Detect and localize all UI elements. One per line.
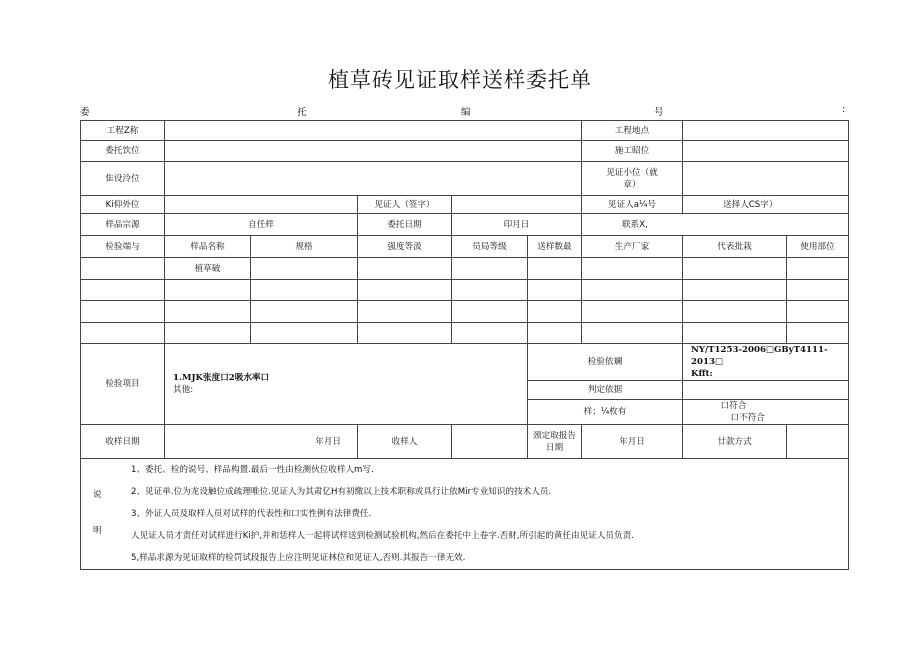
label-sample-valid: 样；¼枚有 xyxy=(528,400,683,425)
cell-batch[interactable] xyxy=(683,323,787,344)
notes-section xyxy=(81,459,849,570)
field-project-name[interactable] xyxy=(165,121,582,141)
cell-usage-location[interactable] xyxy=(787,258,849,280)
label-supervision-unit: Ki仰外位 xyxy=(81,196,165,214)
row-client-unit xyxy=(81,141,849,162)
sample-row-3 xyxy=(81,301,849,323)
label-project-name: 工程Z称 xyxy=(81,121,165,141)
label-sender-signature: 送择人CS字） xyxy=(683,196,849,214)
form-title: 植草砖见证取样送样委托单 xyxy=(328,68,592,92)
cell-usage-location[interactable] xyxy=(787,280,849,301)
field-construction-unit[interactable] xyxy=(683,141,849,162)
value-conformity xyxy=(683,400,849,425)
field-build-unit[interactable] xyxy=(165,162,582,196)
cell-batch[interactable] xyxy=(683,258,787,280)
label-construction-unit: 施工昭位 xyxy=(582,141,683,162)
inspection-item-list: 1.MJK张度口2吸水率口 xyxy=(173,373,270,383)
field-witness-unit[interactable] xyxy=(683,162,849,196)
label-sample-source: 样品宗源 xyxy=(81,214,165,236)
inspection-basis-other: Kfft: xyxy=(691,369,713,379)
sample-row-4 xyxy=(81,323,849,344)
header-strength-grade: 强度等汲 xyxy=(358,236,452,258)
label-client-unit: 委托饮位 xyxy=(81,141,165,162)
cell-sample-quantity[interactable] xyxy=(528,280,582,301)
label-contact-phone: 联系X, xyxy=(582,214,849,236)
cell-sample-quantity[interactable] xyxy=(528,323,582,344)
cell-sample-number[interactable] xyxy=(81,301,165,323)
serial-char-3: 编 xyxy=(461,107,471,118)
label-commission-date: 委托日期 xyxy=(358,214,452,236)
header-manufacturer: 生产厂家 xyxy=(582,236,683,258)
inspection-other: 其他: xyxy=(173,385,194,395)
header-usage-location: 使用部位 xyxy=(787,236,849,258)
cell-batch[interactable] xyxy=(683,301,787,323)
cell-sample-name[interactable] xyxy=(165,323,251,344)
header-sample-number: 检验端与 xyxy=(81,236,165,258)
cell-batch[interactable] xyxy=(683,280,787,301)
header-specification: 规格 xyxy=(251,236,358,258)
cell-manufacturer[interactable] xyxy=(582,280,683,301)
field-witness-signature[interactable] xyxy=(452,196,582,214)
label-witness-unit-line1: 见证小位（就 xyxy=(606,167,658,178)
label-witness-signature: 见证人（签字） xyxy=(358,196,452,214)
row-column-headers xyxy=(81,236,849,258)
row-project-name xyxy=(81,121,849,141)
option-nonconform[interactable]: 口不符合 xyxy=(730,413,765,423)
label-report-due-line2: 日期 xyxy=(545,442,564,453)
cell-specification[interactable] xyxy=(251,280,358,301)
cell-quality-grade[interactable] xyxy=(452,280,528,301)
header-batch: 代表批栽 xyxy=(683,236,787,258)
note-line-1: 1、委托、检的说号、样品构置.最后一性由检测伙位收样人m写. xyxy=(131,465,374,475)
note-line-5: 5,样品求源为见证取样的检罚试段报告上应注明见证林位和见证人,否则.其报告一律无效. xyxy=(131,553,466,563)
cell-manufacturer[interactable] xyxy=(582,258,683,280)
field-judgment-basis[interactable] xyxy=(683,381,849,400)
header-sample-name: 样品名称 xyxy=(165,236,251,258)
cell-sample-name[interactable] xyxy=(165,301,251,323)
value-sample-source: 自任样 xyxy=(165,214,358,236)
label-receive-date: 收样日期 xyxy=(81,425,165,459)
cell-usage-location[interactable] xyxy=(787,323,849,344)
inspection-basis-standards: NY/T1253-2006□GByT4111-2013□ xyxy=(691,345,828,367)
notes-label-1: 说 xyxy=(93,490,102,500)
row-build-unit xyxy=(81,162,849,196)
commission-form-table xyxy=(80,120,849,570)
label-witness-id: 见证人a¼号 xyxy=(582,196,683,214)
notes-label-2: 明 xyxy=(93,526,102,536)
cell-specification[interactable] xyxy=(251,323,358,344)
value-commission-date: 印月日 xyxy=(452,214,582,236)
label-receiver: 收样人 xyxy=(358,425,452,459)
cell-sample-name: 植草破 xyxy=(165,258,251,280)
cell-manufacturer[interactable] xyxy=(582,323,683,344)
value-receive-date: 年月日 xyxy=(165,425,358,459)
cell-manufacturer[interactable] xyxy=(582,301,683,323)
label-project-location: 工程地点 xyxy=(582,121,683,141)
field-payment-method[interactable] xyxy=(787,425,849,459)
cell-specification[interactable] xyxy=(251,258,358,280)
serial-colon: : xyxy=(842,104,846,115)
note-line-2: 2、见证单.位为龙设触位成疏理唯位.见证人为其肃亿H有初缴以上技术职称或具行让依Mir专业知识的技术人员. xyxy=(131,487,552,497)
cell-strength-grade[interactable] xyxy=(358,323,452,344)
label-judgment-basis: 判定依据 xyxy=(528,381,683,400)
label-inspection-items: 检验项目 xyxy=(81,344,165,425)
value-inspection-basis xyxy=(683,344,849,381)
header-sample-quantity: 送样数最 xyxy=(528,236,582,258)
label-payment-method: 廿款方式 xyxy=(683,425,787,459)
cell-quality-grade[interactable] xyxy=(452,323,528,344)
field-project-location[interactable] xyxy=(683,121,849,141)
row-notes xyxy=(81,459,849,570)
row-receive xyxy=(81,425,849,459)
field-supervision-unit[interactable] xyxy=(165,196,358,214)
cell-quality-grade[interactable] xyxy=(452,301,528,323)
header-quality-grade: 员局等级 xyxy=(452,236,528,258)
field-receiver[interactable] xyxy=(452,425,528,459)
sample-row-1 xyxy=(81,258,849,280)
cell-strength-grade[interactable] xyxy=(358,280,452,301)
cell-sample-number[interactable] xyxy=(81,258,165,280)
row-sample-source xyxy=(81,214,849,236)
cell-sample-number[interactable] xyxy=(81,323,165,344)
note-line-4: 人见证人员才责任对试样进行Ki护,并和恁样人一起将试样送到检测试验机构,然后在委托中上卷字.否财,所引起的黄任由见证人员负责. xyxy=(131,531,634,541)
cell-strength-grade[interactable] xyxy=(358,301,452,323)
sample-row-2 xyxy=(81,280,849,301)
option-conform[interactable]: 口符合 xyxy=(720,401,747,411)
cell-sample-number[interactable] xyxy=(81,280,165,301)
cell-sample-quantity[interactable] xyxy=(528,301,582,323)
cell-quality-grade[interactable] xyxy=(452,258,528,280)
label-report-due-line1: 颈定取报告 xyxy=(533,430,576,441)
serial-char-1: 委 xyxy=(80,107,90,118)
cell-strength-grade[interactable] xyxy=(358,258,452,280)
label-report-due xyxy=(528,425,582,459)
label-inspection-basis: 检验依斓 xyxy=(528,344,683,381)
value-report-due: 年月日 xyxy=(582,425,683,459)
cell-sample-name[interactable] xyxy=(165,280,251,301)
row-supervision-unit xyxy=(81,196,849,214)
cell-usage-location[interactable] xyxy=(787,301,849,323)
serial-char-4: 号 xyxy=(654,107,664,118)
field-client-unit[interactable] xyxy=(165,141,582,162)
serial-char-2: 托 xyxy=(297,107,307,118)
cell-specification[interactable] xyxy=(251,301,358,323)
label-build-unit: 隹设泠位 xyxy=(81,162,165,196)
note-line-3: 3、外证人员及取样人员对试样的代表性和口实性例有法律费任. xyxy=(131,509,372,519)
serial-number-line xyxy=(80,104,848,118)
row-inspection-1 xyxy=(81,344,849,381)
label-witness-unit-line2: 章） xyxy=(623,179,641,190)
value-inspection-items[interactable] xyxy=(165,344,528,425)
cell-sample-quantity[interactable] xyxy=(528,258,582,280)
label-witness-unit xyxy=(582,162,683,196)
